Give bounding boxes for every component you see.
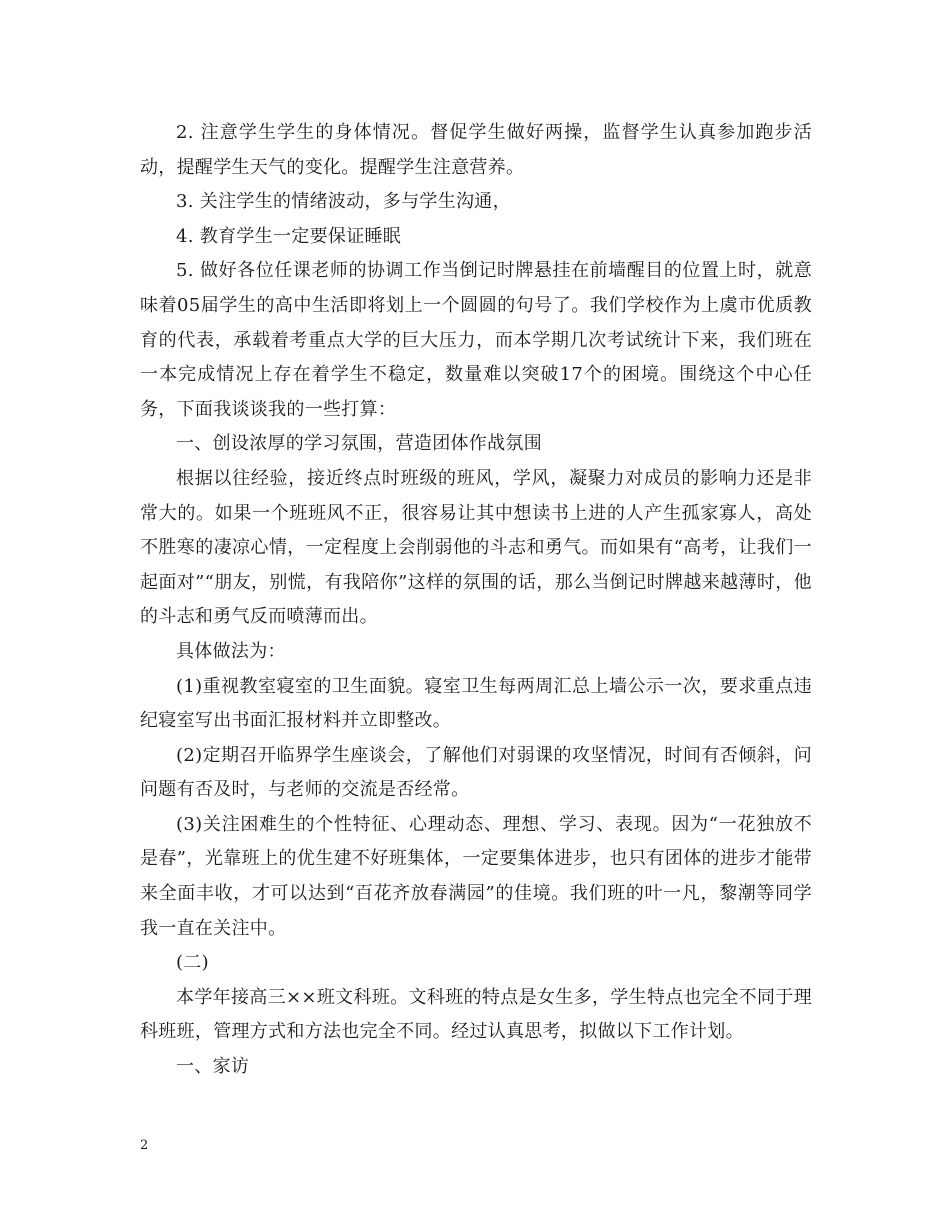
paragraph-experience: 根据以往经验，接近终点时班级的班风，学风，凝聚力对成员的影响力还是非常大的。如果一个班班风不正，很容易让其中想读书上进的人产生孤家寡人，高处不胜寒的凄凉心情，一定程度上会削弱他的斗志和勇气。而如果有“高考，让我们一起面对”“朋友，别慌，有我陪你”这样的氛围的话，那么当倒记时牌越来越薄时，他的斗志和勇气反而喷薄而出。 [140, 467, 812, 628]
page-number: 2 [140, 1138, 149, 1153]
paragraph-item-3: 3. 关注学生的情绪波动，多与学生沟通， [176, 191, 511, 213]
section-heading-part-two: (二) [176, 952, 209, 974]
section-heading-atmosphere: 一、创设浓厚的学习氛围，营造团体作战氛围 [176, 433, 542, 455]
paragraph-method-2: (2)定期召开临界学生座谈会，了解他们对弱课的攻坚情况，时间有否倾斜，问问题有否及时，与老师的交流是否经常。 [140, 744, 812, 801]
paragraph-item-5: 5. 做好各位任课老师的协调工作当倒记时牌悬挂在前墙醒目的位置上时，就意味着05届学生的高中生活即将划上一个圆圆的句号了。我们学校作为上虞市优质教育的代表，承载着考重点大学的巨大压力，而本学期几次考试统计下来，我们班在一本完成情况上存在着学生不稳定，数量难以突破17个的困境。围绕这个中心任务，下面我谈谈我的一些打算： [140, 260, 812, 420]
paragraph-method-1: (1)重视教室寝室的卫生面貌。寝室卫生每两周汇总上墙公示一次，要求重点违纪寝室写出书面汇报材料并立即整改。 [140, 675, 812, 732]
section-heading-home-visit: 一、家访 [176, 1056, 250, 1078]
paragraph-item-4: 4. 教育学生一定要保证睡眠 [176, 225, 402, 247]
document-body [140, 116, 812, 1085]
paragraph-liberal-arts-class: 本学年接高三××班文科班。文科班的特点是女生多，学生特点也完全不同于理科班班，管理方式和方法也完全不同。经过认真思考，拟做以下工作计划。 [140, 986, 812, 1043]
paragraph-method-3: (3)关注困难生的个性特征、心理动态、理想、学习、表现。因为“一花独放不是春”，光靠班上的优生建不好班集体，一定要集体进步，也只有团体的进步才能带来全面丰收，才可以达到“百花齐放春满园”的佳境。我们班的叶一凡，黎潮等同学我一直在关注中。 [140, 813, 812, 939]
paragraph-methods-intro: 具体做法为： [176, 640, 286, 662]
paragraph-item-2: 2. 注意学生学生的身体情况。督促学生做好两操，监督学生认真参加跑步活动，提醒学生天气的变化。提醒学生注意营养。 [140, 122, 812, 178]
